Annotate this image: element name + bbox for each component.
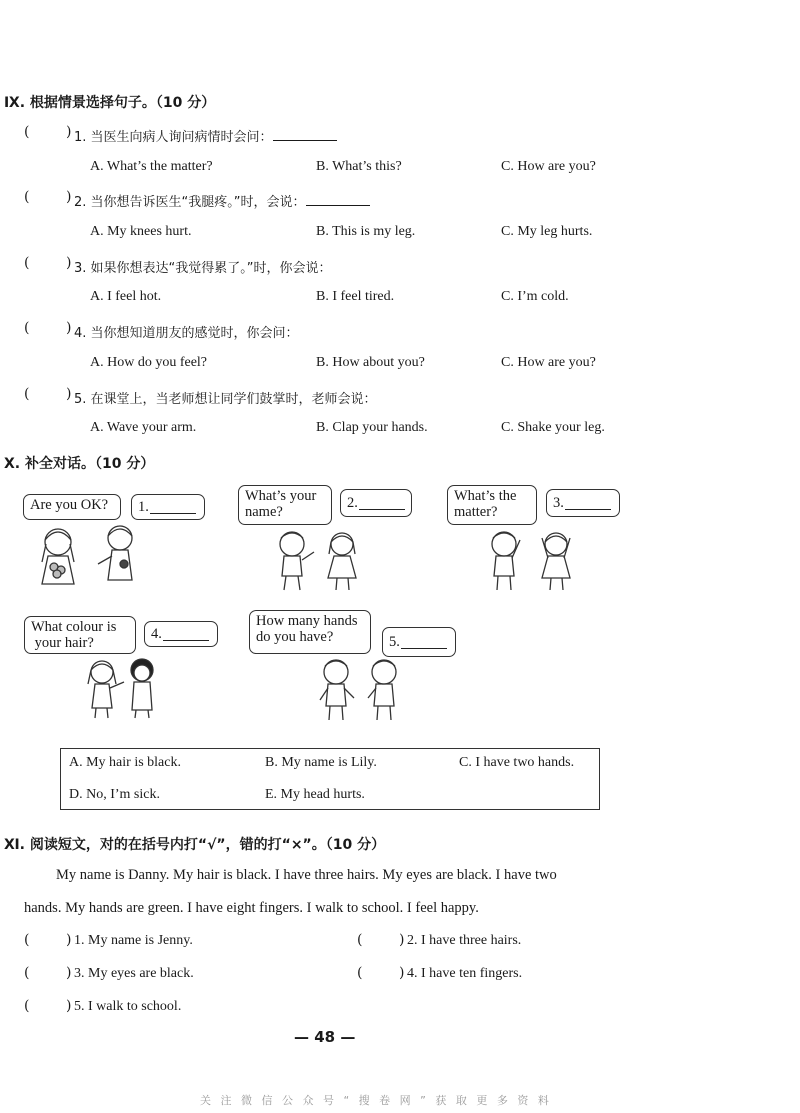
option-c: C. Shake your leg. xyxy=(501,420,605,435)
question-stem: 5. 在课堂上，当老师想让同学们鼓掌时，老师会说： xyxy=(74,392,377,407)
answer-paren-close: ) xyxy=(66,255,72,271)
option-c: C. How are you? xyxy=(501,355,596,370)
answer-blank-2[interactable] xyxy=(359,497,405,510)
speech-bubble-answer-4[interactable]: 4. xyxy=(144,621,218,647)
answer-blank-1[interactable] xyxy=(150,501,196,514)
answer-blank-3[interactable] xyxy=(565,497,611,510)
answer-paren-close: ) xyxy=(66,320,72,336)
answer-paren-open: ( xyxy=(24,386,30,402)
speech-bubble-question-2: What’s your name? xyxy=(238,485,332,525)
option-a: A. Wave your arm. xyxy=(90,420,197,435)
option-e: E. My head hurts. xyxy=(265,787,365,802)
answer-paren-open: ( xyxy=(24,124,30,140)
option-a: A. I feel hot. xyxy=(90,289,162,304)
statement-3: 3. My eyes are black. xyxy=(74,966,194,981)
footer-watermark: 关 注 微 信 公 众 号 “ 搜 卷 网 ” 获 取 更 多 资 料 xyxy=(200,1094,552,1107)
option-c: C. I have two hands. xyxy=(459,755,575,770)
answer-paren-close: ) xyxy=(66,386,72,402)
option-c: C. How are you? xyxy=(501,159,596,174)
answer-paren-close: ) xyxy=(66,932,72,948)
question-stem: 4. 当你想知道朋友的感觉时，你会问： xyxy=(74,326,299,341)
girl-and-boy-hair-illustration xyxy=(80,654,170,720)
answer-paren-open: ( xyxy=(357,965,363,981)
option-b: B. Clap your hands. xyxy=(316,420,428,435)
sick-girl-and-friend-illustration xyxy=(28,522,148,588)
speech-bubble-question-1: Are you OK? xyxy=(23,494,121,520)
page-number: — 48 — xyxy=(294,1028,356,1046)
speech-bubble-question-5: How many hands do you have? xyxy=(249,610,371,654)
option-b: B. My name is Lily. xyxy=(265,755,377,770)
answer-options-box xyxy=(60,748,600,810)
boy-and-girl-introduce-illustration xyxy=(262,528,372,592)
reading-passage-line-1: My name is Danny. My hair is black. I have three hairs. My eyes are black. I have two xyxy=(56,867,557,883)
answer-blank[interactable] xyxy=(273,128,337,141)
option-c: C. My leg hurts. xyxy=(501,224,593,239)
speech-bubble-answer-1[interactable]: 1. xyxy=(131,494,205,520)
answer-paren-open: ( xyxy=(24,965,30,981)
speech-bubble-question-4: What colour is your hair? xyxy=(24,616,136,654)
boy-and-girl-headache-illustration xyxy=(478,528,588,592)
reading-passage-line-2: hands. My hands are green. I have eight fingers. I walk to school. I feel happy. xyxy=(24,900,479,916)
option-b: B. This is my leg. xyxy=(316,224,416,239)
statement-1: 1. My name is Jenny. xyxy=(74,933,193,948)
speech-bubble-answer-2[interactable]: 2. xyxy=(340,489,412,517)
two-boys-hands-illustration xyxy=(312,656,412,724)
question-stem: 2. 当你想告诉医生“我腿疼。”时，会说： xyxy=(74,191,370,210)
answer-paren-open: ( xyxy=(24,998,30,1014)
option-d: D. No, I’m sick. xyxy=(69,787,160,802)
answer-paren-close: ) xyxy=(66,965,72,981)
answer-paren-open: ( xyxy=(24,189,30,205)
answer-paren-open: ( xyxy=(24,320,30,336)
section-11-title: Ⅺ. 阅读短文，对的在括号内打“√”，错的打“×”。（10 分） xyxy=(4,837,386,853)
statement-5: 5. I walk to school. xyxy=(74,999,182,1014)
answer-paren-close: ) xyxy=(66,189,72,205)
answer-paren-open: ( xyxy=(357,932,363,948)
section-9-title: Ⅸ. 根据情景选择句子。（10 分） xyxy=(4,95,216,111)
speech-bubble-answer-5[interactable]: 5. xyxy=(382,627,456,657)
speech-bubble-answer-3[interactable]: 3. xyxy=(546,489,620,517)
option-c: C. I’m cold. xyxy=(501,289,569,304)
statement-4: 4. I have ten fingers. xyxy=(407,966,523,981)
option-a: A. How do you feel? xyxy=(90,355,208,370)
answer-blank[interactable] xyxy=(306,193,370,206)
answer-blank-5[interactable] xyxy=(401,636,447,649)
option-b: B. What’s this? xyxy=(316,159,402,174)
option-a: A. What’s the matter? xyxy=(90,159,213,174)
option-b: B. I feel tired. xyxy=(316,289,395,304)
answer-paren-close: ) xyxy=(66,998,72,1014)
answer-paren-close: ) xyxy=(399,932,405,948)
section-10-title: Ⅹ. 补全对话。（10 分） xyxy=(4,456,155,472)
answer-paren-open: ( xyxy=(24,255,30,271)
speech-bubble-question-3: What’s the matter? xyxy=(447,485,537,525)
option-a: A. My knees hurt. xyxy=(90,224,192,239)
answer-paren-open: ( xyxy=(24,932,30,948)
answer-paren-close: ) xyxy=(399,965,405,981)
option-a: A. My hair is black. xyxy=(69,755,181,770)
statement-2: 2. I have three hairs. xyxy=(407,933,522,948)
answer-paren-close: ) xyxy=(66,124,72,140)
question-stem: 1. 当医生向病人询问病情时会问： xyxy=(74,126,337,145)
answer-blank-4[interactable] xyxy=(163,628,209,641)
question-stem: 3. 如果你想表达“我觉得累了。”时，你会说： xyxy=(74,261,332,276)
option-b: B. How about you? xyxy=(316,355,425,370)
